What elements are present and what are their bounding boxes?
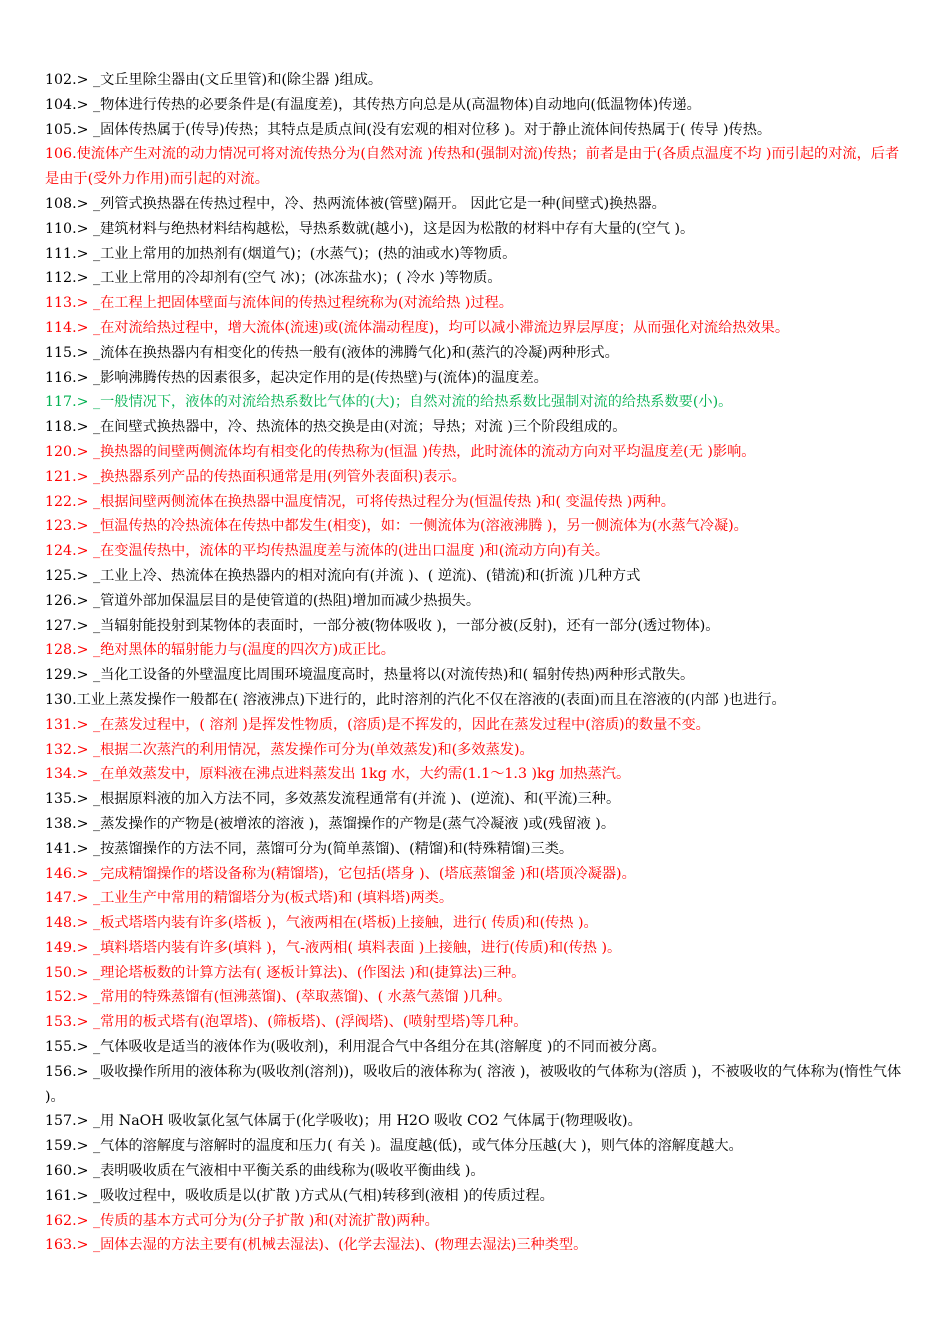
question-line: 156.> _吸收操作所用的液体称为(吸收剂(溶剂))，吸收后的液体称为( 溶液 )，被吸收的气体称为(溶质 )，不被吸收的气体称为(惰性气体 )。 [45, 1063, 902, 1105]
question-line: 108.> _列管式换热器在传热过程中，冷、热两流体被(管壁)隔开。 因此它是一种(间壁式)换热器。 [45, 195, 666, 212]
question-line: 130.工业上蒸发操作一般都在( 溶液沸点)下进行的，此时溶剂的汽化不仅在溶液的(表面)而且在溶液的(内部 )也进行。 [45, 691, 786, 708]
question-line: 162.> _传质的基本方式可分为(分子扩散 )和(对流扩散)两种。 [45, 1212, 439, 1229]
question-line: 121.> _换热器系列产品的传热面积通常是用(列管外表面积)表示。 [45, 468, 466, 485]
question-line: 110.> _建筑材料与绝热材料结构越松，导热系数就(越小)，这是因为松散的材料中存有大量的(空气 )。 [45, 220, 695, 237]
question-line: 161.> _吸收过程中，吸收质是以(扩散 )方式从(气相)转移到(液相 )的传质过程。 [45, 1187, 554, 1204]
question-line: 104.> _物体进行传热的必要条件是(有温度差)，其传热方向总是从(高温物体)自动地向(低温物体)传递。 [45, 96, 701, 113]
question-line: 113.> _在工程上把固体壁面与流体间的传热过程统称为(对流给热 )过程。 [45, 295, 513, 312]
question-line: 126.> _管道外部加保温层目的是使管道的(热阻)增加而减少热损失。 [45, 592, 481, 609]
document-page [45, 68, 913, 1258]
question-line: 149.> _填料塔塔内装有许多(填料 )，气-液两相( 填料表面 )上接触，进行(传质)和(传热 )。 [45, 939, 622, 956]
question-line: 116.> _影响沸腾传热的因素很多，起决定作用的是(传热壁)与(流体)的温度差。 [45, 369, 548, 386]
question-line: 115.> _流体在换热器内有相变化的传热一般有(液体的沸腾气化)和(蒸汽的冷凝)两种形式。 [45, 344, 619, 361]
question-line: 117.> _一般情况下，液体的对流给热系数比气体的(大)；自然对流的给热系数比强制对流的给热系数要(小)。 [45, 394, 733, 411]
question-line: 134.> _在单效蒸发中，原料液在沸点进料蒸发出 1kg 水，大约需(1.1～1.3 )kg 加热蒸汽。 [45, 766, 631, 783]
question-line: 159.> _气体的溶解度与溶解时的温度和压力( 有关 )。温度越(低)，或气体分压越(大 )，则气体的溶解度越大。 [45, 1138, 743, 1155]
question-line: 147.> _工业生产中常用的精馏塔分为(板式塔)和 (填料塔)两类。 [45, 890, 454, 907]
question-line: 146.> _完成精馏操作的塔设备称为(精馏塔)，它包括(塔身 )、(塔底蒸馏釜 )和(塔顶冷凝器)。 [45, 865, 636, 882]
question-line: 111.> _工业上常用的加热剂有(烟道气)；(水蒸气)；(热的油或水)等物质。 [45, 245, 517, 262]
question-line: 105.> _固体传热属于(传导)传热；其特点是质点间(没有宏观的相对位移 )。对于静止流体间传热属于( 传导 )传热。 [45, 121, 772, 138]
question-line: 160.> _表明吸收质在气液相中平衡关系的曲线称为(吸收平衡曲线 )。 [45, 1163, 485, 1180]
question-line: 141.> _按蒸馏操作的方法不同，蒸馏可分为(简单蒸馏)、(精馏)和(特殊精馏)三类。 [45, 840, 574, 857]
question-line: 127.> _当辐射能投射到某物体的表面时，一部分被(物体吸收 )，一部分被(反射)，还有一部分(透过物体)。 [45, 617, 720, 634]
question-line: 123.> _恒温传热的冷热流体在传热中都发生(相变)，如：一侧流体为(溶液沸腾 )，另一侧流体为(水蒸气冷凝)。 [45, 518, 748, 535]
question-line: 155.> _气体吸收是适当的液体作为(吸收剂)，利用混合气中各组分在其(溶解度 )的不同而被分离。 [45, 1039, 666, 1056]
question-line: 163.> _固体去湿的方法主要有(机械去湿法)、(化学去湿法)、(物理去湿法)三种类型。 [45, 1237, 588, 1254]
question-line: 124.> _在变温传热中，流体的平均传热温度差与流体的(进出口温度 )和(流动方向)有关。 [45, 543, 610, 560]
question-line: 153.> _常用的板式塔有(泡罩塔)、(筛板塔)、(浮阀塔)、(喷射型塔)等几种。 [45, 1014, 528, 1031]
question-line: 150.> _理论塔板数的计算方法有( 逐板计算法)、(作图法 )和(捷算法)三种。 [45, 964, 526, 981]
question-line: 114.> _在对流给热过程中，增大流体(流速)或(流体湍动程度)，均可以减小滞流边界层厚度；从而强化对流给热效果。 [45, 319, 790, 336]
question-line: 120.> _换热器的间壁两侧流体均有相变化的传热称为(恒温 )传热，此时流体的流动方向对平均温度差(无 )影响。 [45, 443, 756, 460]
question-line: 157.> _用 NaOH 吸收氯化氢气体属于(化学吸收)；用 H2O 吸收 CO2 气体属于(物理吸收)。 [45, 1113, 642, 1130]
question-line: 122.> _根据间壁两侧流体在换热器中温度情况，可将传热过程分为(恒温传热 )和( 变温传热 )两种。 [45, 493, 675, 510]
question-line: 118.> _在间壁式换热器中，冷、热流体的热交换是由(对流；导热；对流 )三个阶段组成的。 [45, 419, 627, 436]
question-line: 106.使流体产生对流的动力情况可将对流传热分为(自然对流 )传热和(强制对流)传热；前者是由于(各质点温度不均 )而引起的对流，后者是由于(受外力作用)而引起的对流。 [45, 146, 900, 188]
question-line: 138.> _蒸发操作的产物是(被增浓的溶液 )，蒸馏操作的产物是(蒸气冷凝液 )或(残留液 )。 [45, 815, 616, 832]
question-line: 132.> _根据二次蒸汽的利用情况，蒸发操作可分为(单效蒸发)和(多效蒸发)。 [45, 741, 534, 758]
question-line: 148.> _板式塔塔内装有许多(塔板 )，气液两相在(塔板)上接触，进行( 传质)和(传热 )。 [45, 915, 598, 932]
question-line: 131.> _在蒸发过程中，( 溶剂 )是挥发性物质，(溶质)是不挥发的，因此在蒸发过程中(溶质)的数量不变。 [45, 716, 710, 733]
question-line: 128.> _绝对黑体的辐射能力与(温度的四次方)成正比。 [45, 642, 395, 659]
question-line: 125.> _工业上冷、热流体在换热器内的相对流向有(并流 )、( 逆流)、(错流)和(折流 )几种方式 [45, 567, 641, 584]
question-line: 129.> _当化工设备的外壁温度比周围环境温度高时，热量将以(对流传热)和( 辐射传热)两种形式散失。 [45, 667, 695, 684]
question-line: 152.> _常用的特殊蒸馏有(恒沸蒸馏)、(萃取蒸馏)、( 水蒸气蒸馏 )几种。 [45, 989, 512, 1006]
question-line: 112.> _工业上常用的冷却剂有(空气 冰)；(冰冻盐水)；( 冷水 )等物质。 [45, 270, 502, 287]
question-line: 102.> _文丘里除尘器由(文丘里管)和(除尘器 )组成。 [45, 72, 383, 88]
question-line: 135.> _根据原料液的加入方法不同，多效蒸发流程通常有(并流 )、(逆流)、和(平流)三种。 [45, 791, 621, 808]
